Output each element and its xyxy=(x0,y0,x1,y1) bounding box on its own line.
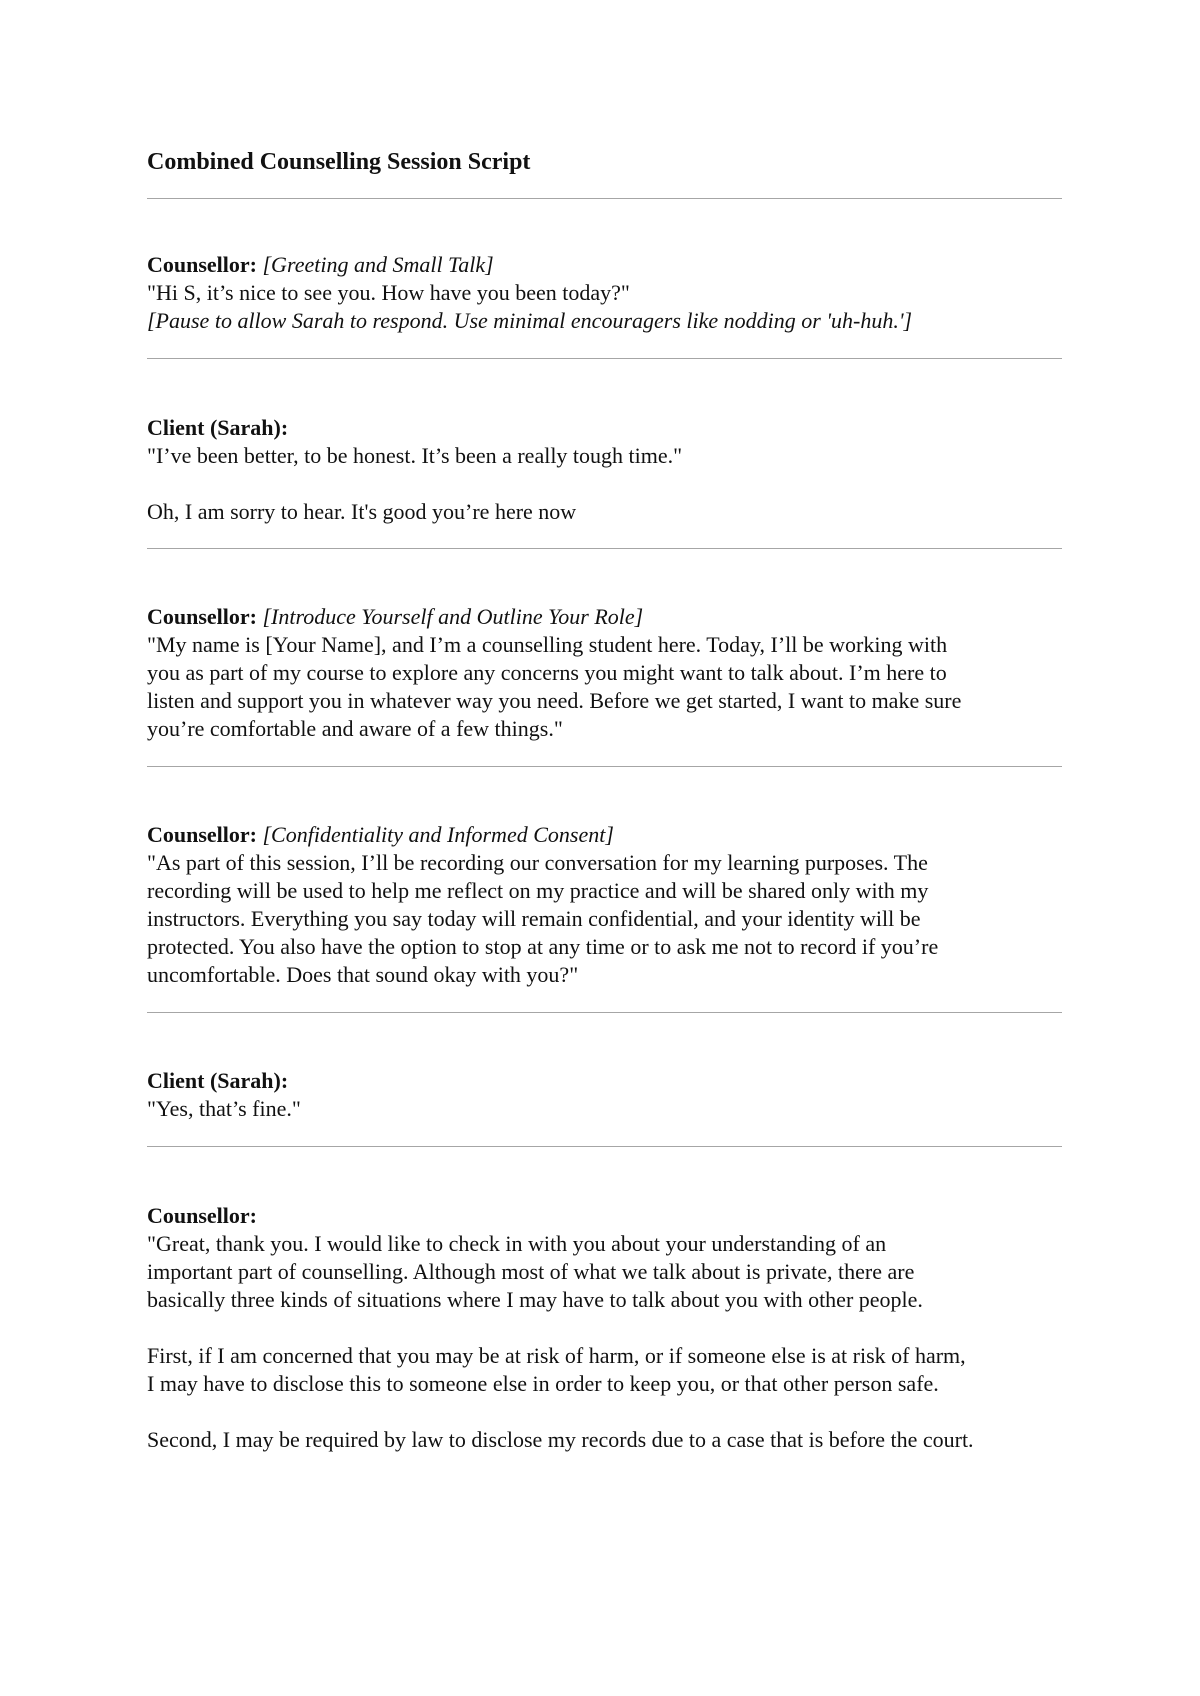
script-section-limits xyxy=(147,1202,1062,1454)
speaker-line xyxy=(147,1067,1062,1095)
dialogue-line: Second, I may be required by law to disclose my records due to a case that is before the court. xyxy=(147,1427,974,1452)
speaker-label: Counsellor: xyxy=(147,1203,257,1228)
script-section-client-response xyxy=(147,414,1062,526)
section-divider xyxy=(147,1146,1062,1147)
speaker-line xyxy=(147,251,1062,279)
section-divider xyxy=(147,1012,1062,1013)
speaker-label: Counsellor: xyxy=(147,604,257,629)
dialogue-line: recording will be used to help me reflect on my practice and will be shared only with my xyxy=(147,878,929,903)
dialogue-line: uncomfortable. Does that sound okay with you?" xyxy=(147,962,579,987)
script-section-greeting xyxy=(147,251,1062,335)
dialogue-line: instructors. Everything you say today will remain confidential, and your identity will be xyxy=(147,906,921,931)
script-section-confidentiality xyxy=(147,821,1062,989)
dialogue-line: protected. You also have the option to stop at any time or to ask me not to record if you’re xyxy=(147,934,939,959)
document-title: Combined Counselling Session Script xyxy=(147,149,531,175)
dialogue-line: "My name is [Your Name], and I’m a counselling student here. Today, I’ll be working with xyxy=(147,632,948,657)
section-divider xyxy=(147,358,1062,359)
dialogue-line: basically three kinds of situations where I may have to talk about you with other people. xyxy=(147,1287,923,1312)
paragraph-gap xyxy=(147,1398,1062,1426)
speaker-line xyxy=(147,1202,1062,1230)
speaker-label: Client (Sarah): xyxy=(147,415,289,440)
section-divider xyxy=(147,548,1062,549)
dialogue-line: "I’ve been better, to be honest. It’s been a really tough time." xyxy=(147,443,683,468)
speaker-line xyxy=(147,414,1062,442)
dialogue-line: important part of counselling. Although most of what we talk about is private, there are xyxy=(147,1259,915,1284)
paragraph-gap xyxy=(147,470,1062,498)
dialogue-line: "Hi S, it’s nice to see you. How have you been today?" xyxy=(147,280,630,305)
speaker-line xyxy=(147,603,1062,631)
stage-cue: [Confidentiality and Informed Consent] xyxy=(262,822,614,847)
dialogue-line: I may have to disclose this to someone else in order to keep you, or that other person safe. xyxy=(147,1371,939,1396)
dialogue-line: Oh, I am sorry to hear. It's good you’re here now xyxy=(147,499,577,524)
dialogue-line: you’re comfortable and aware of a few things." xyxy=(147,716,563,741)
paragraph-gap xyxy=(147,1314,1062,1342)
stage-cue: [Greeting and Small Talk] xyxy=(262,252,494,277)
stage-cue: [Introduce Yourself and Outline Your Role] xyxy=(262,604,644,629)
section-divider xyxy=(147,766,1062,767)
script-section-client-consent xyxy=(147,1067,1062,1123)
stage-direction: [Pause to allow Sarah to respond. Use minimal encouragers like nodding or 'uh-huh.'] xyxy=(147,308,913,333)
dialogue-line: "Yes, that’s fine." xyxy=(147,1096,301,1121)
dialogue-line: First, if I am concerned that you may be at risk of harm, or if someone else is at risk of harm, xyxy=(147,1343,966,1368)
speaker-label: Client (Sarah): xyxy=(147,1068,289,1093)
dialogue-line: listen and support you in whatever way you need. Before we get started, I want to make sure xyxy=(147,688,962,713)
section-divider xyxy=(147,198,1062,199)
dialogue-line: "Great, thank you. I would like to check in with you about your understanding of an xyxy=(147,1231,887,1256)
dialogue-line: "As part of this session, I’ll be recording our conversation for my learning purposes. The xyxy=(147,850,928,875)
script-section-introduction xyxy=(147,603,1062,743)
dialogue-line: you as part of my course to explore any concerns you might want to talk about. I’m here to xyxy=(147,660,947,685)
speaker-label: Counsellor: xyxy=(147,822,257,847)
speaker-line xyxy=(147,821,1062,849)
speaker-label: Counsellor: xyxy=(147,252,257,277)
